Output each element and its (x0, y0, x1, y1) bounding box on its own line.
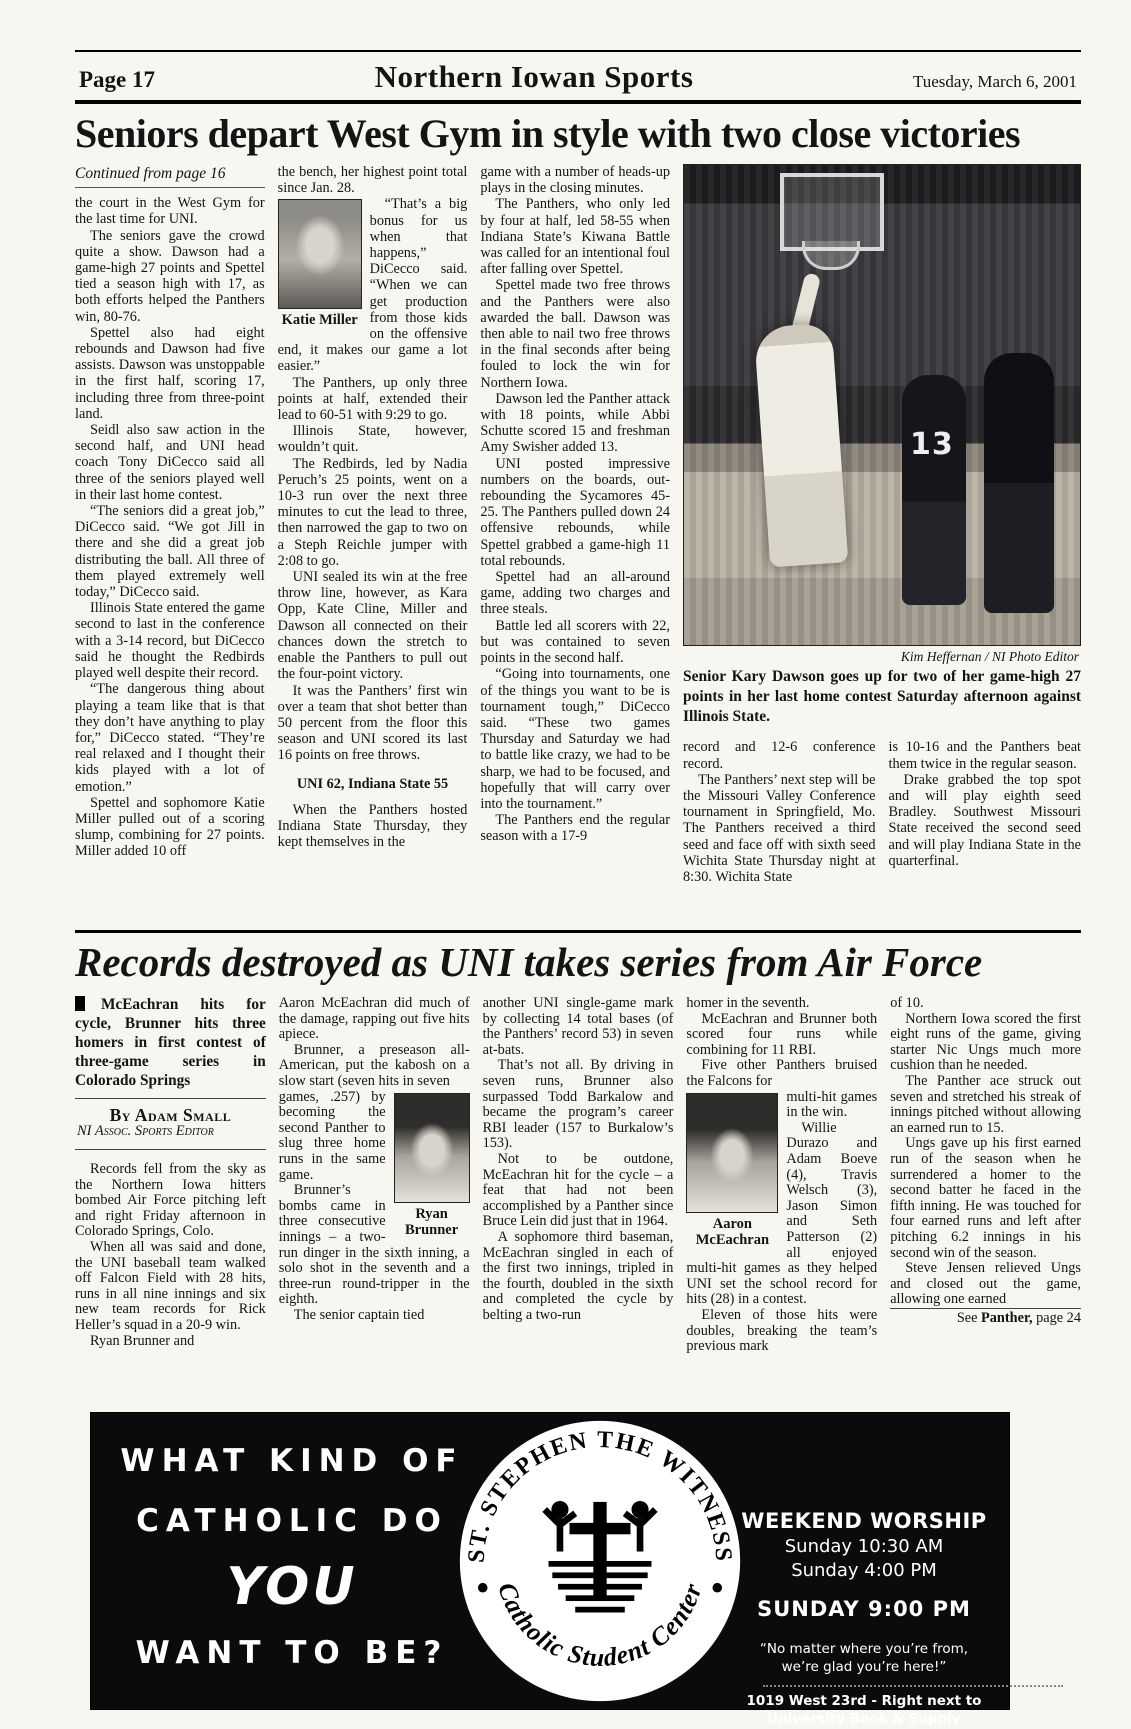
paragraph: game with a number of heads-up plays in the closing minutes. (480, 164, 671, 197)
ad-address (733, 1692, 995, 1728)
masthead (75, 50, 1081, 104)
aaron-mceachran-photo (686, 1093, 778, 1213)
paragraph: “Going into tournaments, one of the things you want to be is tournament tough,” DiCecco said. “These two games Thursday and Saturday we had to battle like crazy, we had to be sharp, we had to be focused, and hopefully that will carry over into the tournament.” (480, 666, 671, 812)
article1-body (75, 164, 1081, 922)
st-stephen-logo (457, 1418, 743, 1704)
paragraph: Willie Durazo and Adam Boeve (4), Travis Welsch (3), Jason Simon and Seth Patterson (2) all enjoyed multi-hit games as they helped UNI set the school record for hits (28) in a contest. (686, 1119, 878, 1308)
article1-column-5 (889, 739, 1082, 917)
logo-arc-top-text: ST. STEPHEN THE WITNESS (463, 1426, 737, 1564)
paragraph: Dawson led the Panther attack with 18 points, while Abbi Schutte scored 15 and freshman Amy Swisher added 13. (480, 390, 671, 456)
paragraph: The senior captain tied (293, 1306, 425, 1323)
paragraph: homer in the seventh. (686, 995, 810, 1012)
paragraph: Spettel had an all-around game, adding two charges and three steals. (480, 569, 671, 618)
paragraph: Ungs gave up his first earned run of the season when he surrendered a homer to the second batter he faced in the fifth inning. He was touched for four earned runs and left after pitching 6.2 innings in his second win of the season. (890, 1135, 1081, 1261)
paragraph: Drake grabbed the top spot and will play eighth seed Bradley. Southwest Missouri State received the second seed and will play Indiana State in the quarterfinal. (888, 771, 1082, 869)
paragraph: “The dangerous thing about playing a team like that is that they don’t have anything to play for,” DiCecco stated. “They’re real relaxed and I thought their kids played with a lot of emotion.” (75, 681, 265, 795)
paragraph: Five other Panthers bruised the Falcons for (686, 1057, 878, 1090)
photo-caption: Senior Kary Dawson goes up for two of her game-high 27 points in her last home contest Saturday afternoon against Illinois State. (683, 668, 1082, 726)
white-jersey-player-shape (754, 323, 849, 568)
ryan-brunner-caption: Ryan Brunner (405, 1205, 459, 1238)
ad-address-line-2: University Book & Supply (767, 1711, 961, 1728)
ad-address-line-1: 1019 West 23rd - Right next to (746, 1693, 982, 1710)
article2-headline: Records destroyed as UNI takes series from Air Force (75, 939, 983, 985)
paragraph: That’s not all. By driving in seven runs, Brunner also surpassed Todd Barkalow and became the program’s career RBI leader (157 to Burkalow’s 153). (482, 1057, 674, 1152)
ryan-brunner-inset (394, 1093, 470, 1238)
ad-line-1: WHAT KIND OF (120, 1443, 464, 1480)
bullet-square-icon (75, 996, 85, 1011)
paragraph: “That’s a big bonus for us when that happens,” DiCecco said. “When we can get production from those kids on the offensive end, it makes our game a lot easier.” (277, 196, 468, 375)
jump-title: Panther, (981, 1309, 1033, 1326)
paragraph: Battle led all scorers with 22, but was contained to seven points in the second half. (480, 617, 671, 667)
paragraph: The Panthers, up only three points at half, extended their lead to 60-51 with 9:29 to go. (277, 374, 468, 424)
paragraph: Not to be outdone, McEachran hit for the cycle – a feat that had not been accomplished by a Panther since Bruce Lein did just that in 1964. (482, 1150, 674, 1230)
article1-photo-block (683, 164, 1081, 922)
paragraph: A sophomore third baseman, McEachran singled in each of the first two innings, tripled in the fourth, doubled in the sixth and completed the cycle by belting a two-run (482, 1228, 674, 1323)
paragraph: Spettel and sophomore Katie Miller pulled out of a scoring slump, combining for 27 points. Miller added 10 off (75, 794, 265, 860)
paragraph: Eleven of those hits were doubles, breaking the team’s previous mark (686, 1306, 878, 1355)
ad-quote (733, 1641, 995, 1676)
paragraph: The Redbirds, led by Nadia Peruch’s 25 points, went on a 10-3 run over the next three minutes to cut the lead to three, then narrowed the gap to two on a Steph Reichle jumper with 2:08 to go. (277, 455, 468, 569)
article2-summary (75, 996, 266, 1099)
paragraph: UNI posted impressive numbers on the boards, out-rebounding the Sycamores 45-25. The Panthers pulled down 24 offensive rebounds, while Spettel grabbed a game-high 11 total rebounds. (480, 455, 671, 569)
game-score-subhead: UNI 62, Indiana State 55 (296, 775, 449, 792)
article2-column-4 (686, 996, 877, 1398)
ad-quote-line-1: “No matter where you’re from, (759, 1641, 969, 1658)
paragraph: When the Panthers hosted Indiana State Thursday, they kept themselves in the (277, 801, 468, 851)
sunday-service: SUNDAY 9:00 PM (757, 1597, 971, 1622)
jump-pre: See (956, 1309, 982, 1326)
catholic-student-center-ad (90, 1412, 1010, 1728)
paragraph: Northern Iowa scored the first eight runs of the game, giving starter Nic Ungs much more cushion than he needed. (890, 1010, 1081, 1074)
dark-jersey-player-shape (984, 353, 1054, 613)
byline-title: NI Assoc. Sports Editor (75, 1124, 266, 1150)
ad-line-2: CATHOLIC DO (136, 1503, 448, 1540)
paragraph: Brunner’s bombs came in three consecutive innings – a two-run dinger in the sixth inning, a solo shot in the seventh and a three-run round-tripper in the eighth. (278, 1182, 470, 1308)
paragraph: Seidl also saw action in the second half, and UNI head coach Tony DiCecco said all three of the seniors played well in their last home contest. (75, 422, 265, 503)
article1-column-2 (278, 164, 468, 922)
jersey-number: 13 (910, 427, 954, 462)
ad-line-you: YOU (226, 1557, 358, 1618)
katie-miller-photo (278, 199, 362, 309)
paragraph: Steve Jensen relieved Ungs and closed out the game, allowing one earned (890, 1260, 1081, 1308)
paragraph: Spettel made two free throws and the Panthers were also awarded the ball. Dawson was then able to nail two free throws in the final seconds after being fouled to lock the win for Northern Iowa. (480, 277, 671, 391)
issue-date: Tuesday, March 6, 2001 (912, 72, 1077, 91)
worship-time-1: Sunday 10:30 AM (784, 1536, 944, 1558)
paragraph: “The seniors did a great job,” DiCecco said. “We got Jill in there and she did a great job distributing the ball. All three of them played extremely well today,” DiCecco said. (75, 503, 265, 601)
page-number-label: Page 17 (79, 67, 156, 92)
aaron-mceachran-inset (686, 1093, 778, 1248)
page-bottom-mark (763, 1685, 1063, 1687)
paragraph: games, .257) by becoming the second Panther to slug three home runs in the same game. (278, 1088, 386, 1183)
paragraph: It was the Panthers’ first win over a team that shot better than 50 percent from the floor this season and UNI scored its last 16 points on free throws. (277, 682, 468, 764)
ad-line-4: WANT TO BE? (135, 1635, 449, 1672)
paragraph: Illinois State, however, wouldn’t quit. (277, 423, 468, 456)
ryan-brunner-photo (394, 1093, 470, 1203)
paragraph: The Panthers end the regular season with a 17-9 (480, 812, 671, 845)
paragraph: The Panthers, who only led by four at half, led 58-55 when Indiana State’s Kiwana Battle was called for an intentional foul after falling over Spettel. (480, 196, 671, 278)
article1-column-4 (683, 739, 876, 917)
paragraph: Brunner, a preseason all-American, put the kabosh on a slow start (seven hits in seven (278, 1041, 470, 1090)
paragraph: The Panthers’ next step will be the Missouri Valley Conference tournament in Springfield, Mo. The Panthers received a third seed and face off with sixth seed Wichita State Thursday night at 8:30. Wichita State (683, 771, 876, 886)
ad-question-text (117, 1443, 467, 1695)
summary-text: McEachran hits for cycle, Brunner hits three homers in first contest of three-game series in Colorado Springs (75, 996, 266, 1089)
paragraph: the court in the West Gym for the last time for UNI. (75, 195, 265, 228)
continued-from-note: Continued from page 16 (75, 164, 265, 188)
photo-credit: Kim Heffernan / NI Photo Editor (900, 649, 1080, 664)
basketball-game-photo (683, 164, 1081, 646)
article1-column-3 (480, 164, 670, 922)
continued-on-note (890, 1308, 1081, 1327)
basket-rim-shape (802, 241, 860, 270)
paragraph: another UNI single-game mark by collecting 14 total bases (of the Panthers’ record 53) in seven at-bats. (482, 995, 674, 1058)
worship-time-2: Sunday 4:00 PM (791, 1560, 937, 1582)
paragraph: UNI sealed its win at the free throw line, however, as Kara Opp, Kate Cline, Miller and Dawson all connected on their chances down the stretch to enable the Panthers to pull out the four-point victory. (277, 569, 468, 683)
article1-column-1 (75, 164, 265, 922)
paragraph: multi-hit games in the win. (786, 1088, 878, 1121)
paragraph: Ryan Brunner and (90, 1332, 195, 1349)
article2-column-2 (279, 996, 470, 1398)
article1-headline: Seniors depart West Gym in style with two close victories (75, 111, 1021, 156)
dark-jersey-player-shape (902, 375, 966, 605)
worship-heading: WEEKEND WORSHIP (741, 1509, 987, 1534)
paragraph: Spettel also had eight rebounds and Dawson had five assists. Dawson was unstoppable in the first half, scoring 17, including three from three-point land. (75, 324, 265, 422)
article2-column-5 (890, 996, 1081, 1398)
paragraph: The seniors gave the crowd quite a show. Dawson had a game-high 27 points and Spettel tied a season high with 17, as both efforts helped the Panthers win, 80-76. (75, 227, 265, 325)
article1-lower-columns (683, 739, 1081, 917)
aaron-mceachran-caption: Aaron McEachran (695, 1215, 770, 1248)
paragraph: the bench, her highest point total since Jan. 28. (277, 164, 468, 197)
katie-miller-inset (278, 199, 362, 328)
paragraph: McEachran and Brunner both scored four runs while combining for 11 RBI. (686, 1010, 878, 1058)
paragraph: is 10-16 and the Panthers beat them twice in the regular season. (888, 739, 1082, 772)
ad-worship-info (733, 1509, 995, 1729)
article2-column-1 (75, 996, 266, 1398)
ad-quote-line-2: we’re glad you’re here!” (781, 1658, 947, 1675)
paragraph: Illinois State entered the game second to last in the conference with a 3-14 record, but DiCecco said he thought the Redbirds played well despite their record. (75, 600, 265, 682)
paragraph: Records fell from the sky as the Northern Iowa hitters bombed Air Force pitching left and right Friday afternoon in Colorado Springs, Colo. (75, 1161, 266, 1240)
paragraph: record and 12-6 conference record. (683, 739, 876, 772)
logo-arc-bottom-text: Catholic Student Center (492, 1578, 708, 1673)
newspaper-page (75, 50, 1082, 1728)
byline: By Adam Small (109, 1104, 232, 1125)
section-divider-rule (75, 930, 1081, 933)
paragraph: When all was said and done, the UNI baseball team walked off Falcon Field with 28 hits, runs in all nine innings and six new team records for Rick Heller’s squad in a 20-9 win. (75, 1238, 266, 1333)
jump-post: page 24 (1032, 1309, 1081, 1326)
paragraph: Aaron McEachran did much of the damage, rapping out five hits apiece. (278, 995, 470, 1043)
article2-column-3 (483, 996, 674, 1398)
paragraph: The Panther ace struck out seven and stretched his streak of innings pitched without allowing an earned run to 15. (890, 1073, 1081, 1136)
article2-body (75, 996, 1081, 1398)
katie-miller-caption: Katie Miller (281, 312, 358, 329)
backboard-shape (780, 173, 884, 251)
paragraph: of 10. (890, 995, 924, 1012)
section-title: Northern Iowan Sports (374, 59, 694, 94)
